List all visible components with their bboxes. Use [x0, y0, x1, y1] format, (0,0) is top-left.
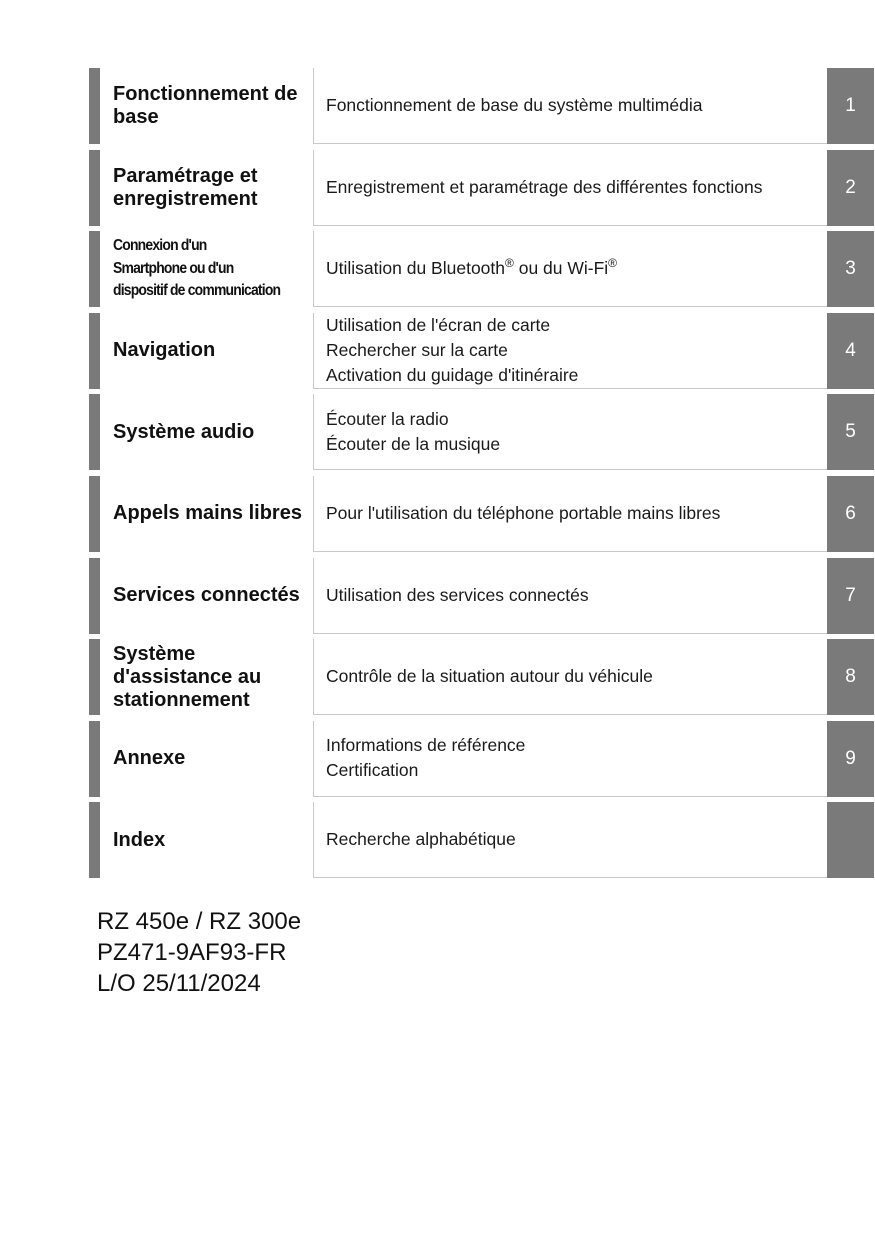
toc-row-3[interactable]	[89, 231, 874, 307]
toc-row-4[interactable]	[89, 313, 874, 389]
description-line: Utilisation des services connectés	[326, 584, 589, 605]
section-description	[313, 313, 827, 389]
section-title[interactable]: Système d'assistance au stationnement	[113, 642, 262, 711]
toc-row-index[interactable]	[89, 802, 874, 878]
section-description	[313, 802, 827, 878]
description-line: Pour l'utilisation du téléphone portable mains libres	[326, 502, 721, 523]
section-description	[313, 394, 827, 470]
chapter-tab[interactable]	[827, 802, 874, 878]
description-line: Certification	[326, 760, 419, 781]
description-line: Activation du guidage d'itinéraire	[326, 364, 579, 385]
section-description	[313, 558, 827, 634]
chapter-tab[interactable]: 2	[827, 150, 874, 226]
chapter-tab[interactable]: 3	[827, 231, 874, 307]
section-marker-bar	[89, 639, 100, 715]
chapter-tab[interactable]: 4	[827, 313, 874, 389]
publication-date: L/O 25/11/2024	[97, 970, 261, 997]
table-of-contents	[89, 68, 874, 884]
section-title[interactable]: Fonctionnement de base	[113, 83, 298, 128]
toc-row-6[interactable]	[89, 476, 874, 552]
section-marker-bar	[89, 68, 100, 144]
toc-row-9[interactable]	[89, 721, 874, 797]
toc-row-8[interactable]	[89, 639, 874, 715]
description-line: Contrôle de la situation autour du véhicule	[326, 666, 653, 687]
description-line: Enregistrement et paramétrage des différentes fonctions	[326, 176, 763, 197]
toc-row-7[interactable]	[89, 558, 874, 634]
section-title[interactable]: Paramétrage et enregistrement	[113, 164, 258, 210]
registered-mark: ®	[608, 256, 618, 271]
section-description	[313, 231, 827, 307]
chapter-tab[interactable]: 8	[827, 639, 874, 715]
section-description	[313, 68, 827, 144]
registered-mark: ®	[505, 256, 514, 271]
section-title[interactable]: Annexe	[113, 747, 186, 770]
section-title[interactable]: Système audio	[113, 420, 255, 443]
description-line: Informations de référence	[326, 735, 526, 756]
section-title[interactable]: Appels mains libres	[113, 502, 302, 525]
chapter-tab[interactable]: 1	[827, 68, 874, 144]
section-marker-bar	[89, 150, 100, 226]
section-description	[313, 721, 827, 797]
chapter-tab[interactable]: 5	[827, 394, 874, 470]
description-line: Utilisation du Bluetooth® ou du Wi-Fi®	[326, 256, 618, 279]
toc-row-1[interactable]	[89, 68, 874, 144]
section-description	[313, 150, 827, 226]
description-line: Écouter la radio	[326, 408, 449, 429]
chapter-tab[interactable]: 6	[827, 476, 874, 552]
section-marker-bar	[89, 802, 100, 878]
section-marker-bar	[89, 313, 100, 389]
section-title[interactable]: Index	[113, 828, 166, 851]
description-line: Écouter de la musique	[326, 433, 501, 454]
section-title[interactable]: Services connectés	[113, 584, 300, 607]
section-description	[313, 639, 827, 715]
publication-code: PZ471-9AF93-FR	[97, 939, 287, 966]
section-description	[313, 476, 827, 552]
section-title[interactable]: Connexion d'un Smartphone ou d'un dispositif de communication	[113, 237, 281, 300]
description-line: Utilisation de l'écran de carte	[326, 314, 551, 335]
toc-row-2[interactable]	[89, 150, 874, 226]
model-names: RZ 450e / RZ 300e	[97, 908, 302, 935]
description-line: Rechercher sur la carte	[326, 339, 508, 360]
model-info	[97, 906, 301, 999]
section-title[interactable]: Navigation	[113, 339, 216, 362]
section-marker-bar	[89, 721, 100, 797]
section-marker-bar	[89, 231, 100, 307]
section-marker-bar	[89, 476, 100, 552]
section-marker-bar	[89, 394, 100, 470]
chapter-tab[interactable]: 9	[827, 721, 874, 797]
section-marker-bar	[89, 558, 100, 634]
description-line: Recherche alphabétique	[326, 829, 516, 850]
chapter-tab[interactable]: 7	[827, 558, 874, 634]
description-line: Fonctionnement de base du système multimédia	[326, 95, 703, 115]
toc-row-5[interactable]	[89, 394, 874, 470]
